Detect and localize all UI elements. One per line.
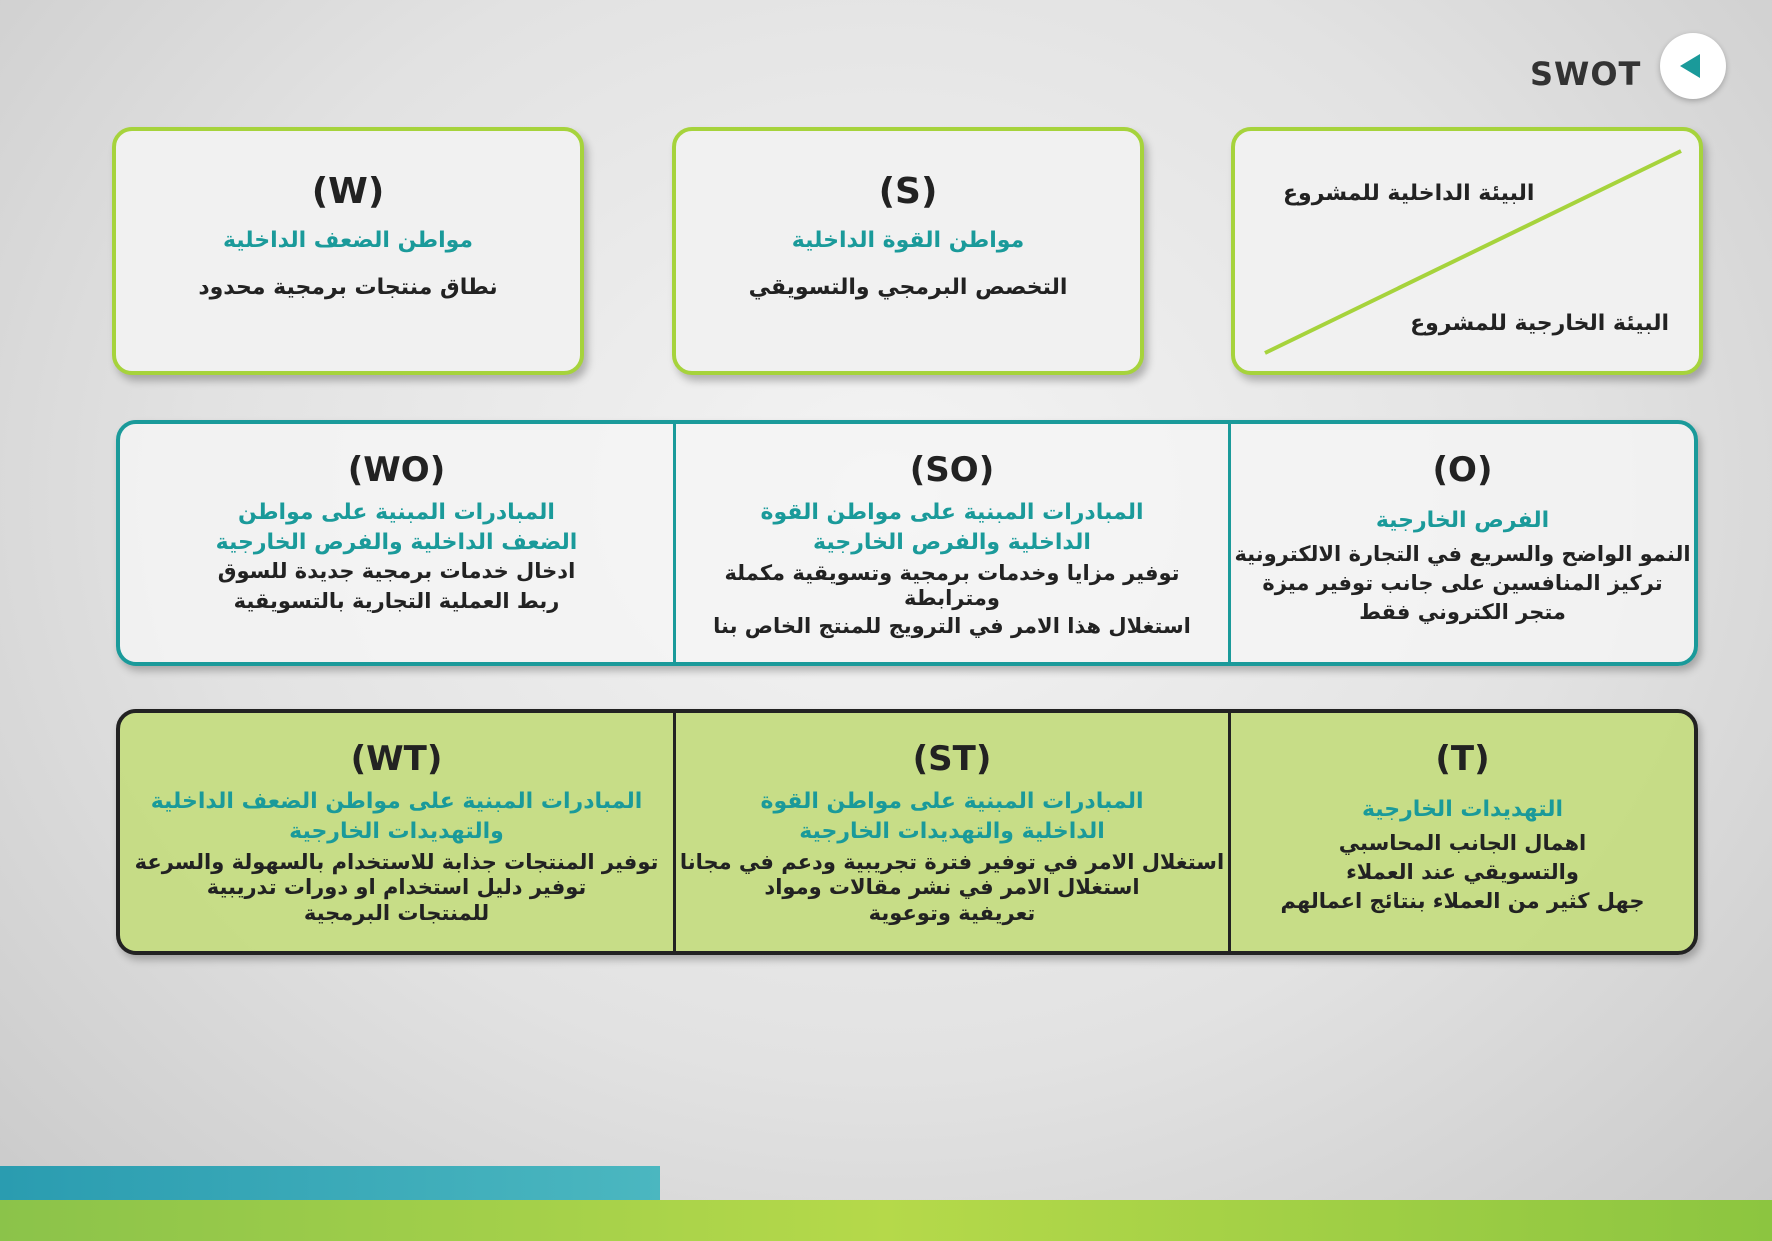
- st-line: استغلال الامر في نشر مقالات ومواد تعريفية وتوعوية: [764, 875, 1140, 925]
- weakness-title: مواطن الضعف الداخلية: [222, 228, 474, 253]
- environment-card: [1231, 127, 1703, 375]
- weakness-card: [112, 127, 584, 375]
- t-title: التهديدات الخارجية: [1361, 796, 1564, 822]
- strength-text: التخصص البرمجي والتسويقي: [748, 275, 1068, 300]
- o-line: النمو الواضح والسريع في التجارة الالكترونية: [1234, 541, 1691, 566]
- opportunities-cell: [1228, 424, 1694, 662]
- wo-line: ربط العملية التجارية بالتسويقية: [233, 588, 560, 613]
- threats-cell: [1228, 713, 1694, 951]
- o-line: تركيز المنافسين على جانب توفير ميزة: [1262, 570, 1663, 595]
- weakness-text: نطاق منتجات برمجية محدود: [198, 275, 498, 300]
- strength-title: مواطن القوة الداخلية: [791, 228, 1025, 253]
- so-line: استغلال هذا الامر في الترويج للمنتج الخاص بنا: [713, 613, 1191, 638]
- footer-stripe: [0, 1166, 660, 1200]
- t-line: اهمال الجانب المحاسبي والتسويقي عند العملاء: [1338, 830, 1587, 884]
- wt-line: توفير دليل استخدام او دورات تدريبية للمنتجات البرمجية: [206, 875, 587, 925]
- opportunities-row: [116, 420, 1698, 666]
- external-environment-label: البيئة الخارجية للمشروع: [1410, 311, 1669, 336]
- wt-letter: (WT): [350, 739, 443, 779]
- o-line: متجر الكتروني فقط: [1359, 600, 1566, 625]
- footer-bar: [0, 1200, 1772, 1241]
- wt-cell: [120, 713, 673, 951]
- o-letter: (O): [1432, 450, 1493, 490]
- t-letter: (T): [1435, 739, 1490, 779]
- t-line: جهل كثير من العملاء بنتائج اعمالهم: [1280, 889, 1645, 914]
- wt-title: المبادرات المبنية على مواطن الضعف الداخلية والتهديدات الخارجية: [150, 788, 643, 844]
- wt-line: توفير المنتجات جذابة للاستخدام بالسهولة والسرعة: [134, 850, 659, 875]
- internal-environment-label: البيئة الداخلية للمشروع: [1283, 181, 1535, 206]
- back-arrow-icon: [1680, 54, 1700, 78]
- wo-letter: (WO): [347, 450, 446, 490]
- so-title: المبادرات المبنية على مواطن القوة الداخلية والفرص الخارجية: [760, 499, 1144, 555]
- strength-card: [672, 127, 1144, 375]
- o-title: الفرص الخارجية: [1375, 507, 1550, 533]
- st-cell: [673, 713, 1228, 951]
- weakness-letter: (W): [311, 171, 385, 212]
- back-button[interactable]: [1660, 33, 1726, 99]
- so-cell: [673, 424, 1228, 662]
- threats-row: [116, 709, 1698, 955]
- so-letter: (SO): [909, 450, 995, 490]
- st-letter: (ST): [912, 739, 992, 779]
- wo-cell: [120, 424, 673, 662]
- wo-line: ادخال خدمات برمجية جديدة للسوق: [217, 559, 576, 584]
- so-line: توفير مزايا وخدمات برمجية وتسويقية مكملة ومترابطة: [724, 561, 1180, 611]
- st-title: المبادرات المبنية على مواطن القوة الداخلية والتهديدات الخارجية: [760, 788, 1144, 844]
- st-line: استغلال الامر في توفير فترة تجريبية ودعم في مجانا: [679, 850, 1225, 875]
- page-title: SWOT: [1530, 55, 1642, 93]
- strength-letter: (S): [878, 171, 938, 212]
- wo-title: المبادرات المبنية على مواطن الضعف الداخلية والفرص الخارجية: [215, 499, 578, 555]
